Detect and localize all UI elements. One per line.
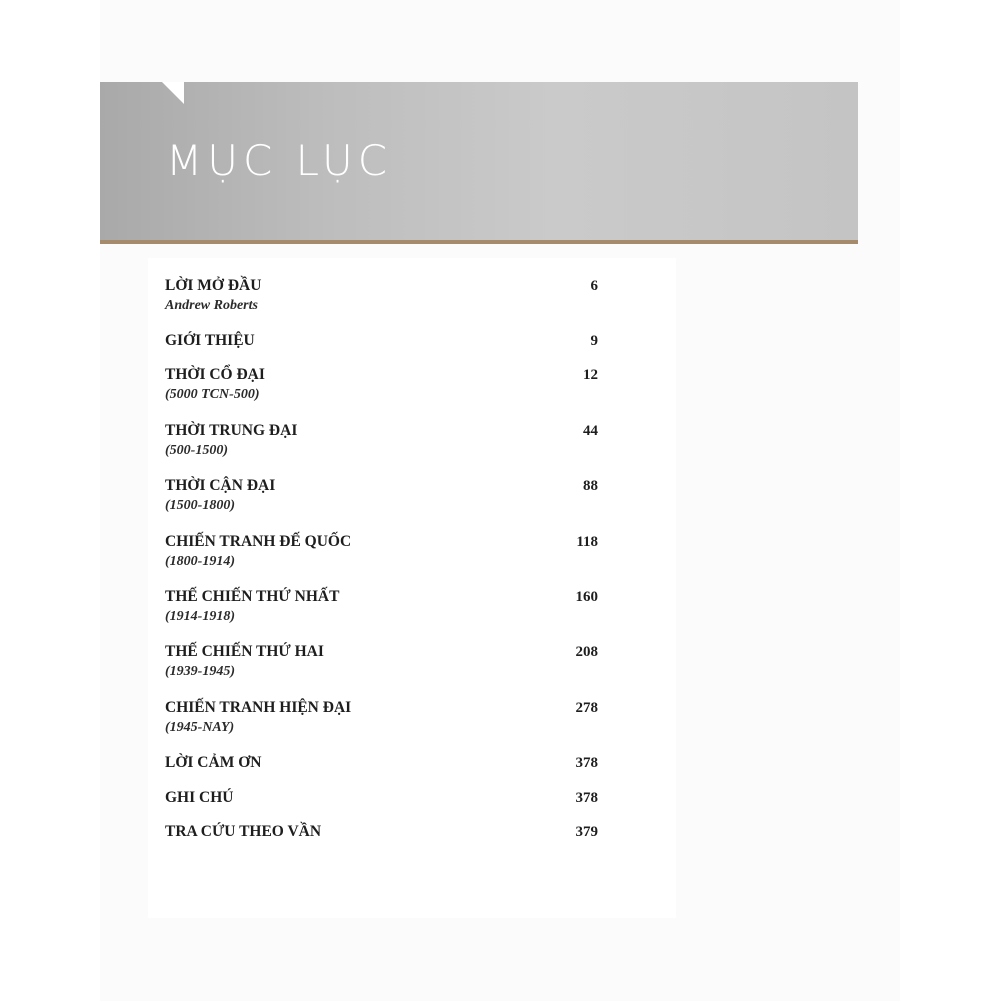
toc-entry-subtitle: (1500-1800) — [165, 498, 235, 513]
toc-entry-text — [165, 276, 261, 316]
toc-entry-title: GIỚI THIỆU — [165, 332, 255, 349]
toc-entry-text — [165, 331, 255, 351]
toc-entry-text — [165, 587, 339, 627]
banner-notch — [162, 82, 184, 104]
toc-entry-notes[interactable] — [165, 788, 598, 822]
toc-entry-introduction[interactable] — [165, 331, 598, 365]
banner-rule — [100, 240, 858, 244]
toc-entry-subtitle: (1800-1914) — [165, 554, 235, 569]
toc-entry-title: CHIẾN TRANH HIỆN ĐẠI — [165, 699, 352, 716]
page-title: MỤC LỤC — [166, 136, 393, 185]
toc-entry-text — [165, 642, 324, 682]
toc-entry-page: 208 — [575, 644, 598, 660]
toc-entry-subtitle: (5000 TCN-500) — [165, 387, 260, 402]
toc-entry-text — [165, 365, 265, 405]
toc-entry-title: LỜI MỞ ĐẦU — [165, 277, 262, 294]
toc-entry-text — [165, 788, 233, 808]
toc-entry-text — [165, 532, 351, 572]
toc-entry-subtitle: (500-1500) — [165, 443, 228, 458]
toc-entry-page: 44 — [583, 423, 598, 439]
toc-entry-text — [165, 421, 297, 461]
toc-entry-early-modern[interactable] — [165, 476, 598, 532]
toc-entry-title: CHIẾN TRANH ĐẾ QUỐC — [165, 533, 352, 550]
toc-entry-page: 378 — [575, 790, 598, 806]
toc-entry-imperial-wars[interactable] — [165, 532, 598, 587]
toc-entry-page: 160 — [575, 589, 598, 605]
toc-entry-title: GHI CHÚ — [165, 789, 234, 806]
toc-entry-acknowledgements[interactable] — [165, 753, 598, 788]
toc-entry-world-war-one[interactable] — [165, 587, 598, 642]
toc-entry-ancient[interactable] — [165, 365, 598, 421]
toc-entry-title: THẾ CHIẾN THỨ NHẤT — [165, 588, 340, 605]
toc-entry-page: 278 — [575, 700, 598, 716]
toc-entry-page: 88 — [583, 478, 598, 494]
toc-entry-modern-warfare[interactable] — [165, 698, 598, 753]
table-of-contents — [165, 276, 598, 856]
toc-entry-text — [165, 822, 321, 842]
toc-entry-text — [165, 476, 275, 516]
toc-entry-title: THỜI CẬN ĐẠI — [165, 477, 276, 494]
toc-entry-subtitle: Andrew Roberts — [165, 298, 258, 313]
toc-entry-subtitle: (1914-1918) — [165, 609, 235, 624]
toc-entry-medieval[interactable] — [165, 421, 598, 476]
toc-entry-index[interactable] — [165, 822, 598, 856]
toc-entry-page: 118 — [576, 534, 598, 550]
toc-entry-world-war-two[interactable] — [165, 642, 598, 698]
toc-entry-title: THẾ CHIẾN THỨ HAI — [165, 643, 324, 660]
toc-entry-title: TRA CỨU THEO VẦN — [165, 823, 322, 840]
toc-entry-preface[interactable] — [165, 276, 598, 331]
toc-entry-subtitle: (1945-NAY) — [165, 720, 235, 735]
toc-entry-page: 12 — [583, 367, 598, 383]
toc-entry-page: 6 — [590, 278, 598, 294]
toc-entry-page: 379 — [575, 824, 598, 840]
toc-entry-page: 378 — [575, 755, 598, 771]
toc-entry-title: THỜI TRUNG ĐẠI — [165, 422, 298, 439]
toc-entry-title: THỜI CỔ ĐẠI — [165, 366, 265, 383]
toc-entry-subtitle: (1939-1945) — [165, 664, 235, 679]
toc-entry-page: 9 — [590, 333, 598, 349]
toc-entry-title: LỜI CẢM ƠN — [165, 754, 262, 771]
toc-entry-text — [165, 753, 261, 773]
toc-entry-text — [165, 698, 351, 738]
